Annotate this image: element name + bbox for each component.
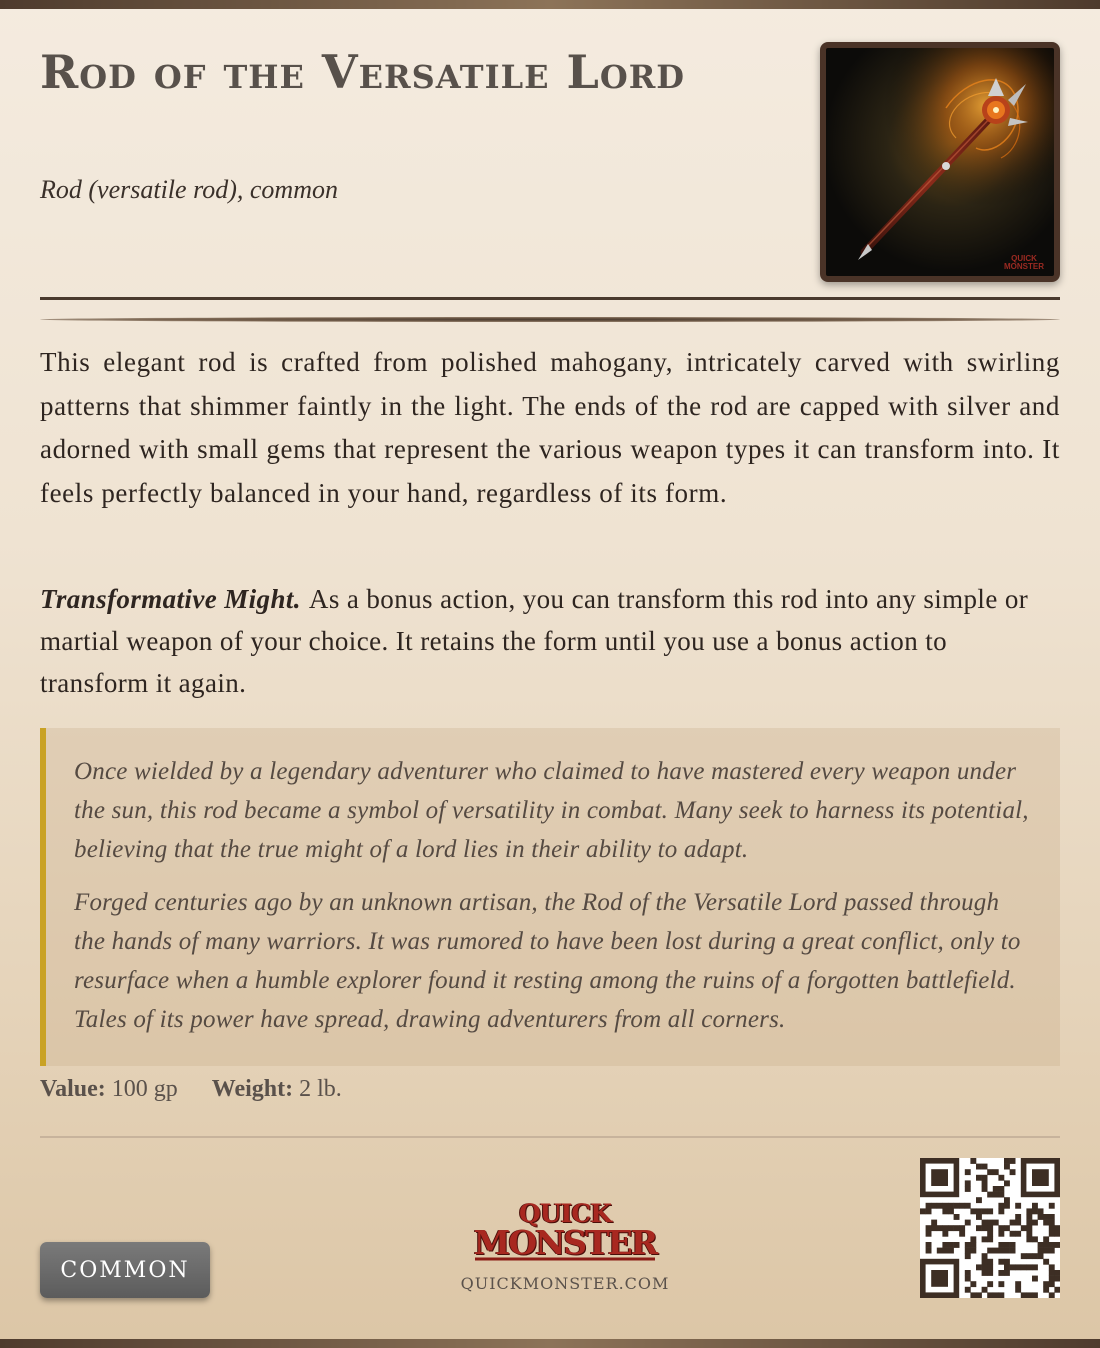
logo-line2: MONSTER (473, 1223, 657, 1262)
footer-divider (40, 1136, 1060, 1138)
rarity-badge: COMMON (40, 1242, 210, 1298)
value-label: Value: (40, 1076, 106, 1102)
magic-rod-icon (826, 48, 1054, 276)
title-divider (40, 297, 1060, 300)
quick-monster-logo[interactable] (465, 1200, 665, 1270)
logo-line1: QUICK (519, 1199, 611, 1228)
ability-name: Transformative Might. (40, 584, 301, 614)
item-stats (40, 1076, 342, 1103)
lore-paragraph: Forged centuries ago by an unknown artisan, the Rod of the Versatile Lord passed through the hands of many warriors. It was rumored to have been lost during a great conflict, only to resurface when a humble explorer found it resting among the ruins of a forgotten battlefield. Tales of its power have spread, drawing adventurers from all corners. (74, 889, 1021, 1033)
item-subtitle: Rod (versatile rod), common (40, 175, 338, 204)
bottom-border (0, 1339, 1100, 1348)
lore-box (40, 728, 1060, 1066)
item-image (820, 42, 1060, 282)
image-watermark: QUICK MONSTER (1004, 254, 1044, 271)
item-ability (40, 578, 1060, 704)
item-description: This elegant rod is crafted from polished mahogany, intricately carved with swirling patterns that shimmer faintly in the light. The ends of the rod are capped with silver and adorned with small gems that represent the various weapon types it can transform into. It feels perfectly balanced in your hand, regardless of its form. (40, 347, 1060, 508)
top-border (0, 0, 1100, 9)
ability-text: As a bonus action, you can transform this rod into any simple or martial weapon of your choice. It retains the form until you use a bonus action to transform it again. (40, 584, 1029, 698)
logo-swoosh (475, 1256, 655, 1262)
site-url-link[interactable]: QUICKMONSTER.COM (460, 1274, 670, 1293)
ornamental-divider (40, 317, 1060, 322)
value-amount: 100 gp (111, 1076, 178, 1102)
lore-paragraph: Once wielded by a legendary adventurer who claimed to have mastered every weapon under the sun, this rod became a symbol of versatility in combat. Many seek to harness its potential, believing that the true might of a lord lies in their ability to adapt. (74, 758, 1029, 863)
item-title: Rod of the Versatile Lord (40, 45, 686, 99)
qr-code-icon (920, 1158, 1060, 1298)
weight-amount: 2 lb. (299, 1076, 342, 1102)
weight-label: Weight: (211, 1076, 294, 1102)
